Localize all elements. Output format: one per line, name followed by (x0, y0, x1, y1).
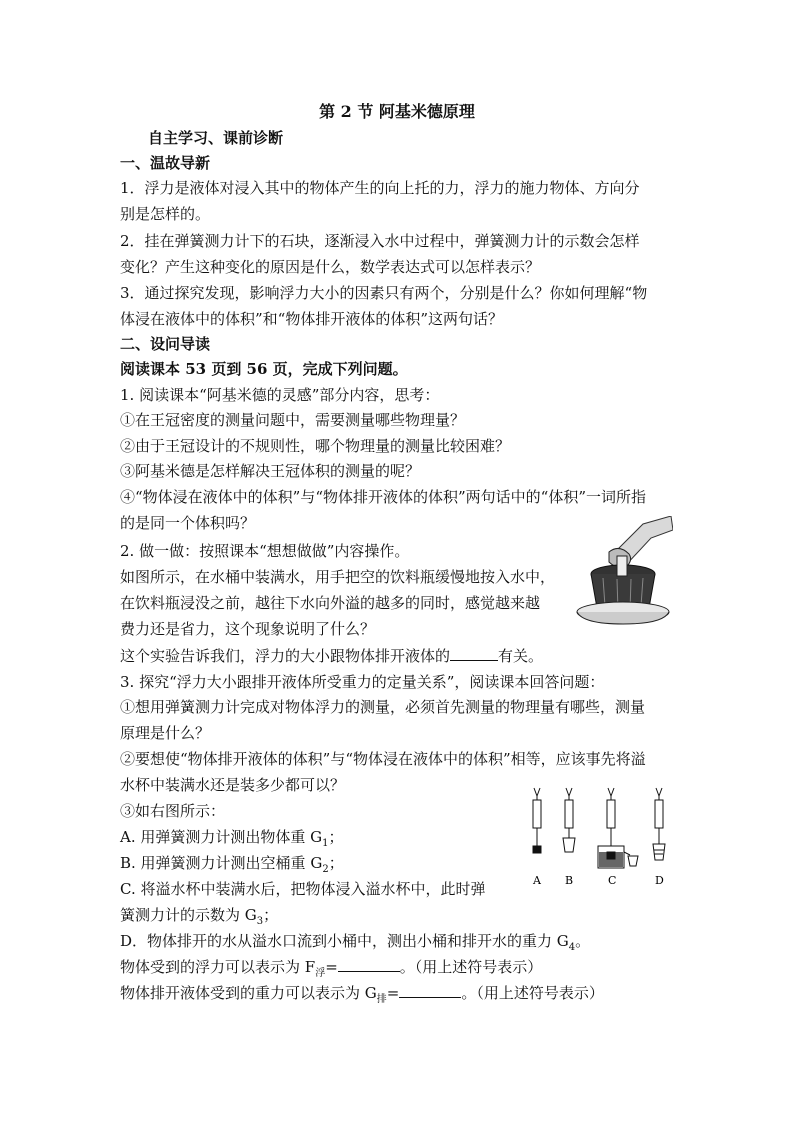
reading-1-item-c: ③阿基米德是怎样解决王冠体积的测量的呢？ (120, 462, 421, 480)
conclusion-text: 这个实验告诉我们，浮力的大小跟物体排开液体的 (120, 647, 451, 665)
step-b: B. 用弹簧测力计测出空桶重 $G_2$； (120, 854, 344, 875)
formula-buoyancy: 物体受到的浮力可以表示为 $F_浮=$ 。（用上述符号表示） (120, 958, 543, 979)
reading-3-intro: 3. 探究“浮力大小跟排开液体所受重力的定量关系”，阅读课本回答问题： (120, 673, 605, 691)
figure-label-b: B (565, 874, 574, 887)
answer-blank-displaced-weight[interactable] (399, 983, 461, 998)
reading-3-item-b-line-1: ②要想使“物体排开液体的体积”与“物体浸在液体中的体积”相等，应该事先将溢 (120, 750, 646, 768)
question-2-line-2: 变化？产生这种变化的原因是什么，数学表达式可以怎样表示？ (120, 258, 541, 276)
step-a: A. 用弹簧测力计测出物体重 $G_1$； (120, 828, 344, 849)
reading-2-line-2: 在饮料瓶浸没之前，越往下水向外溢的越多的同时，感觉越来越 (120, 594, 541, 612)
formula-displaced-weight: 物体排开液体受到的重力可以表示为 $G_排=$ 。（用上述符号表示） (120, 984, 604, 1005)
question-1-line-2: 别是怎样的。 (120, 205, 211, 223)
reading-2-intro: 2. 做一做：按照课本“想想做做”内容操作。 (120, 542, 410, 560)
reading-1-intro: 1. 阅读课本“阿基米德的灵感”部分内容，思考： (120, 386, 440, 404)
question-1-line-1: 1．浮力是液体对浸入其中的物体产生的向上托的力，浮力的施力物体、方向分 (120, 179, 640, 197)
step-c-line-1: C. 将溢水杯中装满水后，把物体浸入溢水杯中，此时弹 (120, 880, 486, 898)
spring-scale-experiment-figure (520, 786, 680, 890)
section-self-study: 自主学习、课前诊断 (148, 129, 284, 147)
question-2-line-1: 2．挂在弹簧测力计下的石块，逐渐浸入水中过程中，弹簧测力计的示数会怎样 (120, 232, 640, 250)
step-c-line-2: 簧测力计的示数为 $G_3$； (120, 906, 279, 927)
page-title: 第 2 节 阿基米德原理 (319, 102, 475, 121)
reading-1-item-d-line-2: 的是同一个体积吗？ (120, 514, 256, 532)
section-heading-guided: 二、设问导读 (120, 335, 211, 353)
answer-blank-buoyancy[interactable] (338, 957, 400, 972)
reading-3-item-c: ③如右图所示： (120, 802, 226, 820)
section-heading-review: 一、温故导新 (120, 154, 211, 172)
figure-label-c: C (608, 874, 617, 887)
answer-blank-factor[interactable] (450, 646, 498, 661)
reading-3-item-a-line-2: 原理是什么？ (120, 724, 211, 742)
question-3-line-1: 3．通过探究发现，影响浮力大小的因素只有两个，分别是什么？你如何理解“物 (120, 284, 648, 302)
reading-2-line-3: 费力还是省力，这个现象说明了什么？ (120, 620, 376, 638)
reading-3-item-a-line-1: ①想用弹簧测力计完成对物体浮力的测量，必须首先测量的物理量有哪些，测量 (120, 698, 646, 716)
bucket-bottle-figure (573, 516, 673, 626)
figure-label-a: A (533, 874, 541, 887)
question-3-line-2: 体浸在液体中的体积”和“物体排开液体的体积”这两句话？ (120, 310, 504, 328)
reading-2-line-1: 如图所示，在水桶中装满水，用手把空的饮料瓶缓慢地按入水中， (120, 568, 556, 586)
step-d: D．物体排开的水从溢水口流到小桶中，测出小桶和排开水的重力 $G_4$。 (120, 932, 591, 953)
reading-3-item-b-line-2: 水杯中装满水还是装多少都可以？ (120, 776, 346, 794)
reading-instruction: 阅读课本 53 页到 56 页，完成下列问题。 (120, 360, 408, 378)
reading-2-conclusion (120, 646, 543, 666)
reading-1-item-a: ①在王冠密度的测量问题中，需要测量哪些物理量？ (120, 411, 466, 429)
reading-1-item-d-line-1: ④“物体浸在液体中的体积”与“物体排开液体的体积”两句话中的“体积”一词所指 (120, 488, 647, 506)
figure-label-d: D (655, 874, 664, 887)
reading-1-item-b: ②由于王冠设计的不规则性，哪个物理量的测量比较困难？ (120, 437, 511, 455)
conclusion-end: 有关。 (498, 647, 544, 665)
